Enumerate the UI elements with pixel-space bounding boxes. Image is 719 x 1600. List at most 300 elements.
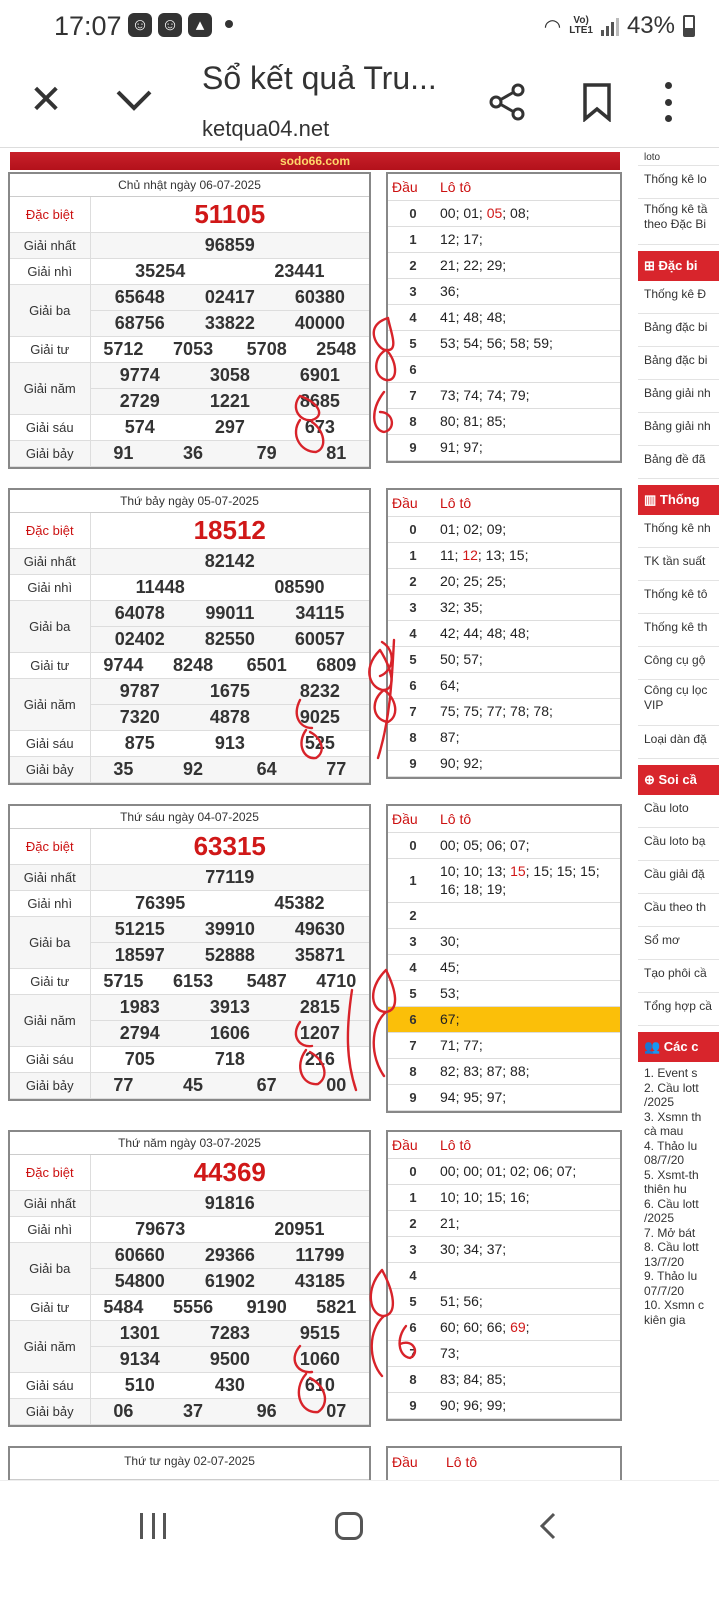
loto-head-digit: 3 [388, 278, 438, 304]
sidebar-item[interactable]: Thống kê th [638, 614, 719, 647]
more-options-icon[interactable] [662, 82, 674, 122]
loto-values [438, 252, 620, 278]
loto-head-digit: 3 [388, 928, 438, 954]
loto-value: ; 13; 15; [477, 547, 529, 563]
prize-number: 705 [90, 1046, 189, 1072]
bookmark-icon[interactable] [580, 82, 614, 122]
share-icon[interactable] [487, 82, 527, 122]
loto-value: 36; [440, 283, 460, 299]
loto-values [438, 954, 620, 980]
sidebar-item[interactable]: Cầu theo th [638, 894, 719, 927]
prize-label: Giải bảy [10, 440, 90, 466]
prize-number: 54800 [90, 1268, 189, 1294]
prize-number: 77 [90, 1072, 156, 1098]
prize-label: Giải năm [10, 994, 90, 1046]
forum-topic-link[interactable]: 07/7/20 [644, 1283, 685, 1298]
loto-head-digit: 9 [388, 750, 438, 776]
sidebar-item[interactable]: Thống kê tầ theo Đặc Bi [638, 199, 719, 245]
prize-number: 1606 [189, 1020, 271, 1046]
loto-value: 00; 00; 01; 02; 06; 07; [440, 1163, 577, 1179]
forum-topic-link[interactable]: 6. Cầu lott [644, 1196, 699, 1211]
loto-head-digit: 6 [388, 1006, 438, 1032]
prize-number: 1983 [90, 994, 189, 1020]
loto-values [438, 620, 620, 646]
loto-value: 73; [440, 1345, 460, 1361]
prize-number: 79 [230, 440, 304, 466]
prize-number: 9787 [90, 678, 189, 704]
loto-values [438, 1032, 620, 1058]
prize-label: Giải nhì [10, 258, 90, 284]
prize-number: 35871 [271, 942, 369, 968]
result-block-partial [0, 1446, 630, 1480]
prize-label: Giải năm [10, 1320, 90, 1372]
prize-number: 36 [156, 440, 230, 466]
loto-values [438, 434, 620, 460]
sidebar-item[interactable]: Loại dàn đặ [638, 726, 719, 759]
sidebar-item[interactable]: loto [638, 152, 719, 166]
prize-number: 91816 [90, 1190, 369, 1216]
loto-head-digit: 0 [388, 832, 438, 858]
loto-value: 51; 56; [440, 1293, 483, 1309]
loto-head-digit: 8 [388, 724, 438, 750]
page-url: ketqua04.net [202, 116, 330, 141]
dau-header: Đầu [392, 1454, 418, 1470]
loto-value: 91; 97; [440, 439, 483, 455]
prize-label: Giải tư [10, 1294, 90, 1320]
prize-number: 07 [304, 1398, 369, 1424]
loto-head-digit: 7 [388, 1340, 438, 1366]
back-icon[interactable] [536, 1511, 560, 1541]
prize-number: 92 [156, 756, 230, 782]
forum-topic-link[interactable]: thiên hu [644, 1182, 687, 1196]
sidebar-item[interactable]: Thống kê lo [638, 166, 719, 199]
prize-label: Giải sáu [10, 414, 90, 440]
sidebar-item[interactable]: Cầu loto [638, 795, 719, 828]
sidebar-item[interactable]: Cầu loto bạ [638, 828, 719, 861]
prize-number: 08590 [230, 574, 369, 600]
sidebar-item[interactable]: Công cụ gộ [638, 647, 719, 680]
loto-values [438, 980, 620, 1006]
loto-value: 21; [440, 1215, 460, 1231]
prize-number: 1221 [189, 388, 271, 414]
prize-number: 718 [189, 1046, 271, 1072]
loto-head-digit: 1 [388, 1184, 438, 1210]
prize-number: 5487 [230, 968, 304, 994]
prize-number: 39910 [189, 916, 271, 942]
prize-number: 67 [230, 1072, 304, 1098]
forum-topic-link[interactable]: 8. Cầu lott [644, 1240, 699, 1254]
loto-head-digit: 7 [388, 1032, 438, 1058]
dau-header: Đầu [388, 806, 438, 832]
more-notifications-dot-icon [225, 20, 233, 28]
home-icon[interactable] [335, 1512, 363, 1540]
sidebar-item[interactable]: Bảng giải nh [638, 413, 719, 446]
sidebar-item[interactable]: Sổ mơ [638, 927, 719, 960]
system-navigation-bar [0, 1480, 719, 1600]
forum-topic-list [638, 1062, 719, 1327]
loto-header: Lô tô [438, 174, 620, 200]
loto-values [438, 1366, 620, 1392]
prize-number: 3058 [189, 362, 271, 388]
forum-topic-link[interactable]: 7. Mở bát [644, 1225, 696, 1240]
prize-number: 2815 [271, 994, 369, 1020]
prize-number: 1207 [271, 1020, 369, 1046]
loto-head-digit: 8 [388, 1366, 438, 1392]
prize-label: Giải sáu [10, 1372, 90, 1398]
prize-number: 5708 [230, 336, 304, 362]
prize-label: Giải ba [10, 1242, 90, 1294]
prize-number: 82550 [189, 626, 271, 652]
prize-label: Giải nhì [10, 1216, 90, 1242]
loto-head-digit: 1 [388, 226, 438, 252]
prize-number: 7283 [189, 1320, 271, 1346]
loto-value: 12; 17; [440, 231, 483, 247]
dau-header: Đầu [388, 1132, 438, 1158]
prize-number: 430 [189, 1372, 271, 1398]
prize-number: 61902 [189, 1268, 271, 1294]
prize-number: 610 [271, 1372, 369, 1398]
prize-label: Giải năm [10, 362, 90, 414]
loto-value: 87; [440, 729, 460, 745]
prize-number: 79673 [90, 1216, 230, 1242]
loto-values [438, 516, 620, 542]
prize-number: 60057 [271, 626, 369, 652]
loto-values [438, 226, 620, 252]
forum-topic-link[interactable]: 5. Xsmt-th [644, 1167, 699, 1182]
loto-table [386, 172, 622, 463]
sidebar-item[interactable]: Bảng giải nh [638, 380, 719, 413]
prize-label: Giải ba [10, 600, 90, 652]
prize-number: 6501 [230, 652, 304, 678]
prize-number: 35254 [90, 258, 230, 284]
forum-topic-link[interactable]: 3. Xsmn th [644, 1109, 702, 1124]
forum-topic-link[interactable]: 08/7/20 [644, 1153, 685, 1167]
prize-number: 510 [90, 1372, 189, 1398]
prize-number: 52888 [189, 942, 271, 968]
loto-values [438, 1184, 620, 1210]
loto-values [438, 928, 620, 954]
loto-special-value: 12 [462, 547, 478, 563]
loto-special-value: 05 [486, 205, 503, 221]
loto-values [438, 646, 620, 672]
sidebar-item[interactable]: TK tần suất [638, 548, 719, 581]
prize-number: 65648 [90, 284, 189, 310]
prize-number: 9190 [230, 1294, 304, 1320]
prize-number: 6153 [156, 968, 230, 994]
loto-head-digit: 0 [388, 516, 438, 542]
loto-values [438, 1236, 620, 1262]
prize-number: 29366 [189, 1242, 271, 1268]
loto-table [386, 488, 622, 779]
loto-head-digit: 9 [388, 1084, 438, 1110]
loto-head-digit: 5 [388, 646, 438, 672]
forum-topic-link[interactable]: 4. Thảo lu [644, 1138, 698, 1153]
loto-head-digit: 0 [388, 1158, 438, 1184]
prize-label: Giải ba [10, 916, 90, 968]
loto-head-digit: 0 [388, 200, 438, 226]
results-table [8, 804, 371, 1101]
loto-head-digit: 4 [388, 1262, 438, 1288]
prize-number: 2548 [304, 336, 369, 362]
results-table [8, 172, 371, 469]
volte-icon: Vo) LTE1 [569, 15, 593, 36]
forum-topic-link[interactable]: 2. Cầu lott [644, 1080, 699, 1095]
prize-number: 11448 [90, 574, 230, 600]
forum-topic-link[interactable]: 10. Xsmn c [644, 1298, 705, 1312]
prize-number: 525 [271, 730, 369, 756]
results-table [8, 488, 371, 785]
prize-number: 574 [90, 414, 189, 440]
sidebar-item[interactable]: Tạo phôi cầ [638, 960, 719, 993]
prize-number: 5712 [90, 336, 156, 362]
forum-topic-link[interactable]: 13/7/20 [644, 1254, 685, 1269]
prize-number: 5715 [90, 968, 156, 994]
loto-value: 01; 02; 09; [440, 521, 507, 537]
prize-label: Giải nhì [10, 574, 90, 600]
loto-value: 94; 95; 97; [440, 1089, 507, 1105]
prize-label: Đặc biệt [10, 512, 90, 548]
prize-label: Đặc biệt [10, 1154, 90, 1190]
prize-number: 76395 [90, 890, 230, 916]
loto-values [438, 356, 620, 382]
prize-number: 99011 [189, 600, 271, 626]
loto-head-digit: 3 [388, 594, 438, 620]
prize-number: 1675 [189, 678, 271, 704]
prize-number: 913 [189, 730, 271, 756]
loto-head-digit: 4 [388, 620, 438, 646]
dau-header: Đầu [388, 490, 438, 516]
sidebar-section-header: ⊕ Soi cầ [638, 765, 719, 795]
prize-label: Giải nhất [10, 1190, 90, 1216]
loto-head-digit: 6 [388, 356, 438, 382]
loto-value: 75; 75; 77; 78; 78; [440, 703, 553, 719]
loto-head-digit: 8 [388, 1058, 438, 1084]
loto-value: ; 08; [502, 205, 530, 221]
loto-head-digit: 1 [388, 858, 438, 902]
special-prize-number: 18512 [90, 512, 369, 548]
loto-value: 67; [440, 1011, 460, 1027]
loto-value: 83; 84; 85; [440, 1371, 507, 1387]
battery-icon [683, 15, 695, 37]
prize-number: 5484 [90, 1294, 156, 1320]
loto-header: Lô tô [438, 1132, 620, 1158]
loto-value: 00; 01; [440, 205, 487, 221]
sidebar-item[interactable]: Thống kê tô [638, 581, 719, 614]
prize-number: 34115 [271, 600, 369, 626]
loto-head-digit: 7 [388, 698, 438, 724]
prize-number: 06 [90, 1398, 156, 1424]
prize-label: Giải sáu [10, 1046, 90, 1072]
loto-header: Lô tô [438, 490, 620, 516]
loto-head-digit: 6 [388, 1314, 438, 1340]
status-bar [0, 0, 719, 52]
prize-number: 60660 [90, 1242, 189, 1268]
sidebar-item[interactable]: Thống kê Đ [638, 281, 719, 314]
results-table [8, 1446, 371, 1480]
loto-values [438, 382, 620, 408]
wifi-icon: ◠ [543, 15, 562, 38]
prize-label: Giải tư [10, 652, 90, 678]
prize-number: 60380 [271, 284, 369, 310]
loto-values [438, 750, 620, 776]
loto-values [438, 542, 620, 568]
loto-values [438, 594, 620, 620]
loto-head-digit: 9 [388, 434, 438, 460]
prize-number: 297 [189, 414, 271, 440]
prize-label: Giải bảy [10, 756, 90, 782]
sponsor-banner[interactable]: sodo66.com [10, 152, 620, 170]
loto-values [438, 698, 620, 724]
loto-values [438, 330, 620, 356]
sidebar-item[interactable]: Tổng hợp cầ [638, 993, 719, 1026]
prize-label: Giải bảy [10, 1398, 90, 1424]
prize-number: 77119 [90, 864, 369, 890]
clock: 17:07 [54, 11, 122, 41]
forum-topic-link[interactable]: cà mau [644, 1124, 684, 1138]
prize-number: 1060 [271, 1346, 369, 1372]
loto-values [438, 200, 620, 226]
prize-number: 64 [230, 756, 304, 782]
prize-label: Giải tư [10, 336, 90, 362]
page-title: Sổ kết quả Tru... [202, 60, 437, 96]
sidebar-section-header: ▥ Thống [638, 485, 719, 515]
recent-apps-icon[interactable] [140, 1513, 166, 1539]
gallery-notification-icon: ▴ [188, 13, 212, 37]
loto-values [438, 1340, 620, 1366]
signal-icon [601, 16, 619, 36]
prize-label: Giải tư [10, 968, 90, 994]
prize-number: 91 [90, 440, 156, 466]
loto-value: 53; 54; 56; 58; 59; [440, 335, 553, 351]
prize-label: Giải năm [10, 678, 90, 730]
loto-table [386, 1130, 622, 1421]
special-prize-number: 63315 [90, 828, 369, 864]
prize-number: 64078 [90, 600, 189, 626]
prize-number: 216 [271, 1046, 369, 1072]
prize-label: Giải nhất [10, 232, 90, 258]
loto-values [438, 1058, 620, 1084]
loto-head-digit: 4 [388, 304, 438, 330]
sidebar-item[interactable]: Bảng đề đã [638, 446, 719, 479]
draw-date: Thứ sáu ngày 04-07-2025 [10, 806, 369, 828]
loto-value: 10; 10; 13; [440, 863, 511, 879]
sidebar-item[interactable]: Bảng đặc bi [638, 347, 719, 380]
prize-number: 2794 [90, 1020, 189, 1046]
sidebar-item[interactable]: Bảng đặc bi [638, 314, 719, 347]
prize-number: 6901 [271, 362, 369, 388]
loto-value: 45; [440, 959, 460, 975]
loto-value: 71; 77; [440, 1037, 483, 1053]
loto-values [438, 568, 620, 594]
forum-topic-link[interactable]: 9. Thảo lu [644, 1269, 698, 1283]
loto-head-digit: 4 [388, 954, 438, 980]
prize-number: 00 [304, 1072, 369, 1098]
loto-value: 00; 05; 06; 07; [440, 837, 530, 853]
loto-values [438, 1084, 620, 1110]
loto-value: 60; 60; 66; [440, 1319, 511, 1335]
loto-table [386, 804, 622, 1113]
prize-number: 96 [230, 1398, 304, 1424]
prize-number: 40000 [271, 310, 369, 336]
prize-number: 9744 [90, 652, 156, 678]
prize-number: 8248 [156, 652, 230, 678]
loto-value: 32; 35; [440, 599, 483, 615]
prize-number: 18597 [90, 942, 189, 968]
smiley-notification-icon: ☺ [128, 13, 152, 37]
prize-number: 1301 [90, 1320, 189, 1346]
loto-head-digit: 9 [388, 1392, 438, 1418]
loto-value: ; 15; 15; 15; 16; 18; 19; [440, 863, 600, 897]
loto-value: 30; 34; 37; [440, 1241, 507, 1257]
loto-value: 41; 48; 48; [440, 309, 507, 325]
prize-number: 4710 [304, 968, 369, 994]
sidebar-item[interactable]: Thống kê nh [638, 515, 719, 548]
prize-label: Giải bảy [10, 1072, 90, 1098]
forum-topic-link[interactable]: /2025 [644, 1211, 675, 1225]
sidebar-section-header: ⊞ Đặc bi [638, 251, 719, 281]
loto-head-digit: 2 [388, 902, 438, 928]
loto-table [386, 1446, 622, 1480]
prize-number: 77 [304, 756, 369, 782]
prize-number: 9774 [90, 362, 189, 388]
prize-number: 8232 [271, 678, 369, 704]
prize-number: 7320 [90, 704, 189, 730]
loto-values [438, 278, 620, 304]
loto-head-digit: 8 [388, 408, 438, 434]
prize-number: 5821 [304, 1294, 369, 1320]
prize-number: 45382 [230, 890, 369, 916]
loto-value: 90; 92; [440, 755, 483, 771]
loto-head-digit: 7 [388, 382, 438, 408]
prize-number: 02402 [90, 626, 189, 652]
prize-number: 9134 [90, 1346, 189, 1372]
prize-number: 45 [156, 1072, 230, 1098]
loto-value: 20; 25; 25; [440, 573, 507, 589]
smiley-notification-icon-2: ☺ [158, 13, 182, 37]
loto-head-digit: 1 [388, 542, 438, 568]
sidebar-item[interactable]: Công cụ lọc VIP [638, 680, 719, 726]
loto-value: 53; [440, 985, 460, 1001]
close-icon[interactable]: ✕ [29, 78, 63, 122]
loto-head-digit: 2 [388, 568, 438, 594]
battery-percent: 43% [626, 12, 675, 39]
loto-value: 21; 22; 29; [440, 257, 507, 273]
prize-number: 51215 [90, 916, 189, 942]
draw-date: Thứ tư ngày 02-07-2025 [10, 1448, 369, 1480]
forum-topic-link[interactable]: kiên gia [644, 1312, 686, 1327]
prize-number: 5556 [156, 1294, 230, 1320]
prize-label: Đặc biệt [10, 828, 90, 864]
loto-values [438, 304, 620, 330]
loto-value: 90; 96; 99; [440, 1397, 507, 1413]
loto-values [438, 1262, 620, 1288]
prize-number: 673 [271, 414, 369, 440]
prize-number: 8685 [271, 388, 369, 414]
forum-topic-link[interactable]: 1. Event s [644, 1066, 698, 1080]
chevron-down-icon[interactable] [112, 78, 156, 122]
loto-values [438, 408, 620, 434]
sidebar-item[interactable]: Cầu giải đặ [638, 861, 719, 894]
prize-label: Giải nhất [10, 548, 90, 574]
draw-date: Thứ năm ngày 03-07-2025 [10, 1132, 369, 1154]
prize-number: 3913 [189, 994, 271, 1020]
loto-value: 42; 44; 48; 48; [440, 625, 530, 641]
loto-value: 50; 57; [440, 651, 483, 667]
loto-head-digit: 2 [388, 1210, 438, 1236]
forum-topic-link[interactable]: /2025 [644, 1095, 675, 1109]
loto-value: 11; [440, 547, 463, 563]
loto-header: Lô tô [438, 806, 620, 832]
